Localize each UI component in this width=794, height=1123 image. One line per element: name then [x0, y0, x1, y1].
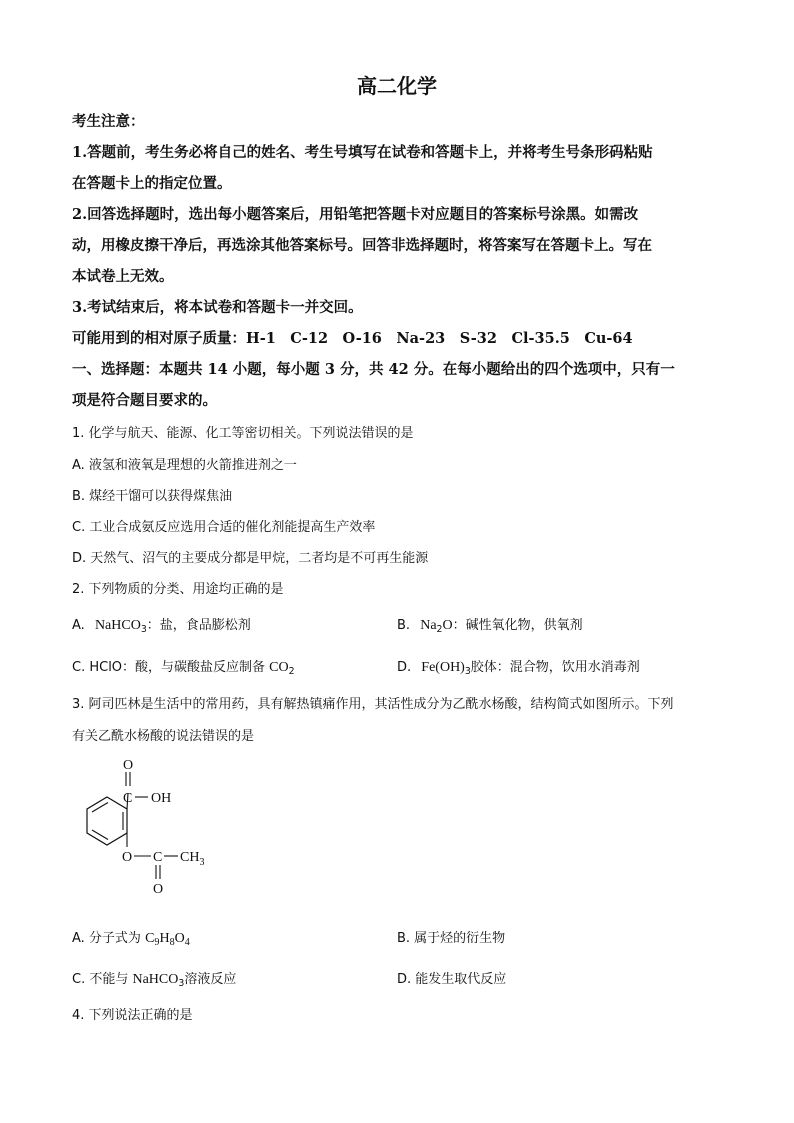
question-1-option-b: B. 煤经干馏可以获得煤焦油	[72, 489, 233, 504]
question-1-option-d: D. 天然气、沼气的主要成分都是甲烷，二者均是不可再生能源	[72, 551, 429, 566]
hydroxyl-group: OH	[151, 791, 172, 806]
question-3-option-c	[72, 968, 236, 989]
formula-subscript: 3	[178, 977, 185, 989]
question-3-option-d: D. 能发生取代反应	[397, 972, 507, 987]
acetyl-oxygen: O	[153, 882, 164, 897]
option-b-label: B.	[397, 618, 411, 633]
question-3-stem-line-2: 有关乙酰水杨酸的说法错误的是	[72, 729, 255, 744]
feoh3-formula: Fe(OH)	[421, 660, 465, 675]
notice-item-2-line-1: 2.回答选择题时，选出每小题答案后，用铅笔把答题卡对应题目的答案标号涂黑。如需改	[72, 206, 639, 223]
question-1-option-a: A. 液氢和液氧是理想的火箭推进剂之一	[72, 458, 297, 473]
page-title: 高二化学	[357, 74, 437, 98]
acetylsalicylic-acid-structure	[70, 755, 230, 900]
ester-oxygen: O	[122, 850, 133, 865]
notice-item-1-line-2: 在答题卡上的指定位置。	[72, 175, 232, 192]
question-3-option-a	[72, 927, 190, 948]
na2o-formula: Na	[420, 618, 437, 633]
question-2-option-b	[397, 614, 583, 635]
option-a-text: ：盐，食品膨松剂	[146, 618, 251, 633]
carboxyl-oxygen: O	[123, 758, 134, 773]
formula-subscript: 2	[436, 623, 443, 635]
notice-item-2-line-2: 动，用橡皮擦干净后，再选涂其他答案标号。回答非选择题时，将答案写在答题卡上。写在	[72, 237, 652, 254]
atomic-masses: 可能用到的相对原子质量：H-1 C-12 O-16 Na-23 S-32 Cl-35.5 Cu-64	[72, 330, 633, 347]
formula-subscript: 3	[140, 623, 147, 635]
na2o-formula-tail: O	[442, 618, 453, 633]
option-c-text: C. HClO：酸，与碳酸盐反应制备	[72, 660, 270, 675]
notice-item-1-line-1: 1.答题前，考生务必将自己的姓名、考生号填写在试卷和答题卡上，并将考生号条形码粘贴	[72, 144, 653, 161]
option-a-text: A. 分子式为	[72, 931, 146, 946]
option-c-post: 溶液反应	[184, 972, 237, 987]
section-heading-line-1: 一、选择题：本题共 14 小题，每小题 3 分，共 42 分。在每小题给出的四个选项中，只有一	[72, 361, 675, 378]
co2-formula: CO	[269, 660, 289, 675]
option-d-text: 胶体：混合物，饮用水消毒剂	[470, 660, 640, 675]
question-4-stem: 4. 下列说法正确的是	[72, 1008, 193, 1023]
acetyl-carbon: C	[153, 850, 163, 865]
benzene-ring	[87, 797, 127, 845]
methyl-group: $CH_3$	[180, 850, 205, 868]
option-a-label: A.	[72, 618, 85, 633]
molecular-formula: $C_9H_8O_4$	[145, 931, 190, 949]
option-d-label: D.	[397, 660, 412, 675]
option-b-text: ：碱性氧化物，供氧剂	[452, 618, 583, 633]
question-3-stem-line-1: 3. 阿司匹林是生活中的常用药，具有解热镇痛作用，其活性成分为乙酰水杨酸，结构简式如图所示。下列	[72, 697, 674, 712]
question-2-option-d	[397, 656, 640, 677]
nahco3-formula: NaHCO	[132, 972, 179, 987]
nahco3-formula: NaHCO	[94, 618, 141, 633]
question-2-stem: 2. 下列物质的分类、用途均正确的是	[72, 582, 284, 597]
carboxyl-carbon: C	[123, 791, 133, 806]
question-1-option-c: C. 工业合成氨反应选用合适的催化剂能提高生产效率	[72, 520, 376, 535]
question-3-option-b: B. 属于烃的衍生物	[397, 931, 506, 946]
option-c-pre: C. 不能与	[72, 972, 133, 987]
question-2-option-c	[72, 656, 295, 677]
notice-item-3: 3.考试结束后，将本试卷和答题卡一并交回。	[72, 299, 363, 316]
notice-heading: 考生注意：	[72, 113, 145, 130]
question-1-stem: 1. 化学与航天、能源、化工等密切相关。下列说法错误的是	[72, 426, 414, 441]
section-heading-line-2: 项是符合题目要求的。	[72, 392, 217, 409]
question-2-option-a	[72, 614, 251, 635]
formula-subscript: 2	[288, 665, 295, 677]
formula-subscript: 3	[464, 665, 471, 677]
notice-item-2-line-3: 本试卷上无效。	[72, 268, 174, 285]
